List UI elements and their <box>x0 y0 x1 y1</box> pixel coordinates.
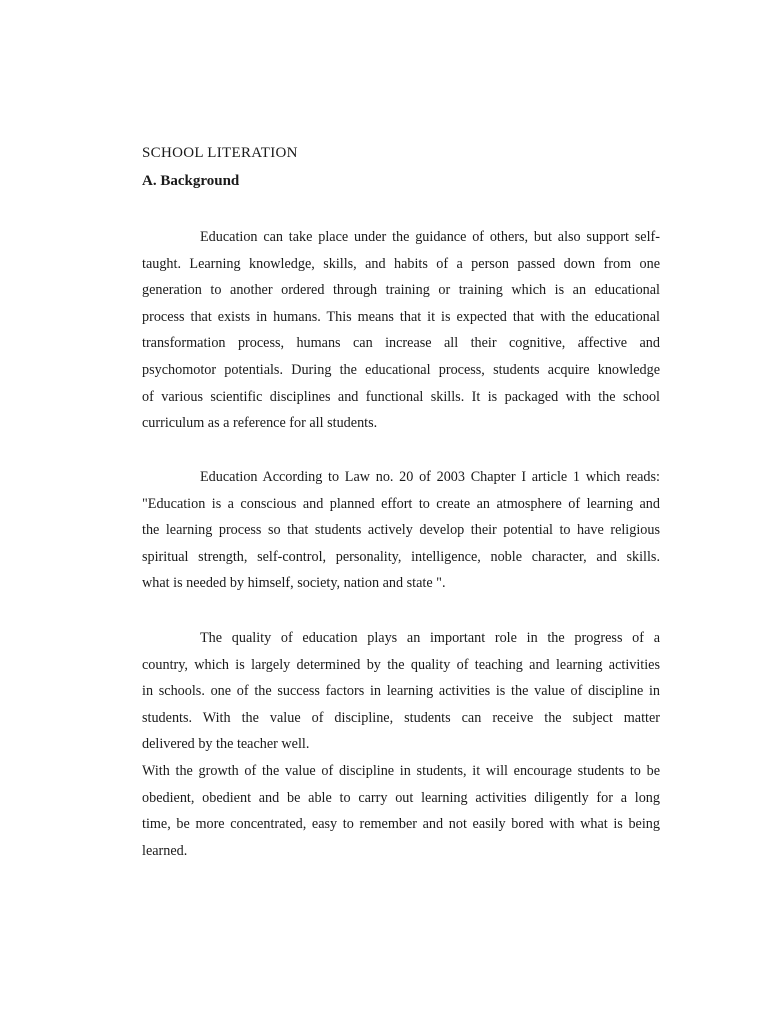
section-heading: A. Background <box>142 173 240 189</box>
paragraph-line: psychomotor potentials. During the educational process, students acquire knowledge <box>142 361 660 378</box>
paragraph-2 <box>142 464 660 597</box>
paragraph-line: learned. <box>142 842 188 859</box>
paragraph-line: time, be more concentrated, easy to remember and not easily bored with what is being <box>142 816 660 833</box>
paragraph-line: country, which is largely determined by the quality of teaching and learning activities <box>142 656 660 673</box>
paragraph-line: generation to another ordered through training or training which is an educational <box>142 282 660 299</box>
paragraph-line: spiritual strength, self-control, personality, intelligence, noble character, and skills. <box>142 548 660 565</box>
paragraph-line: process that exists in humans. This means that it is expected that with the educational <box>142 308 660 325</box>
paragraph-line: students. With the value of discipline, students can receive the subject matter <box>142 709 660 726</box>
paragraph-line: of various scientific disciplines and functional skills. It is packaged with the school <box>142 388 660 405</box>
paragraph-line: "Education is a conscious and planned effort to create an atmosphere of learning and <box>142 495 660 512</box>
paragraph-1 <box>142 224 660 437</box>
paragraph-line: what is needed by himself, society, nation and state ". <box>142 575 446 592</box>
paragraph-line: the learning process so that students actively develop their potential to have religious <box>142 522 660 539</box>
paragraph-line: With the growth of the value of discipline in students, it will encourage students to be <box>142 763 660 779</box>
paragraph-line: in schools. one of the success factors in learning activities is the value of discipline in <box>142 683 660 700</box>
paragraph-3 <box>142 625 660 758</box>
paragraph-line: transformation process, humans can increase all their cognitive, affective and <box>142 335 660 352</box>
paragraph-line: Education According to Law no. 20 of 2003 Chapter I article 1 which reads: <box>200 469 660 485</box>
paragraph-line: Education can take place under the guidance of others, but also support self- <box>200 229 660 245</box>
document-title: SCHOOL LITERATION <box>142 145 298 161</box>
paragraph-4 <box>142 758 660 864</box>
paragraph-line: curriculum as a reference for all students. <box>142 415 378 432</box>
paragraph-line: delivered by the teacher well. <box>142 736 310 753</box>
paragraph-line: The quality of education plays an important role in the progress of a <box>200 630 660 646</box>
paragraph-line: obedient, obedient and be able to carry out learning activities diligently for a long <box>142 789 660 806</box>
paragraph-line: taught. Learning knowledge, skills, and habits of a person passed down from one <box>142 255 660 272</box>
